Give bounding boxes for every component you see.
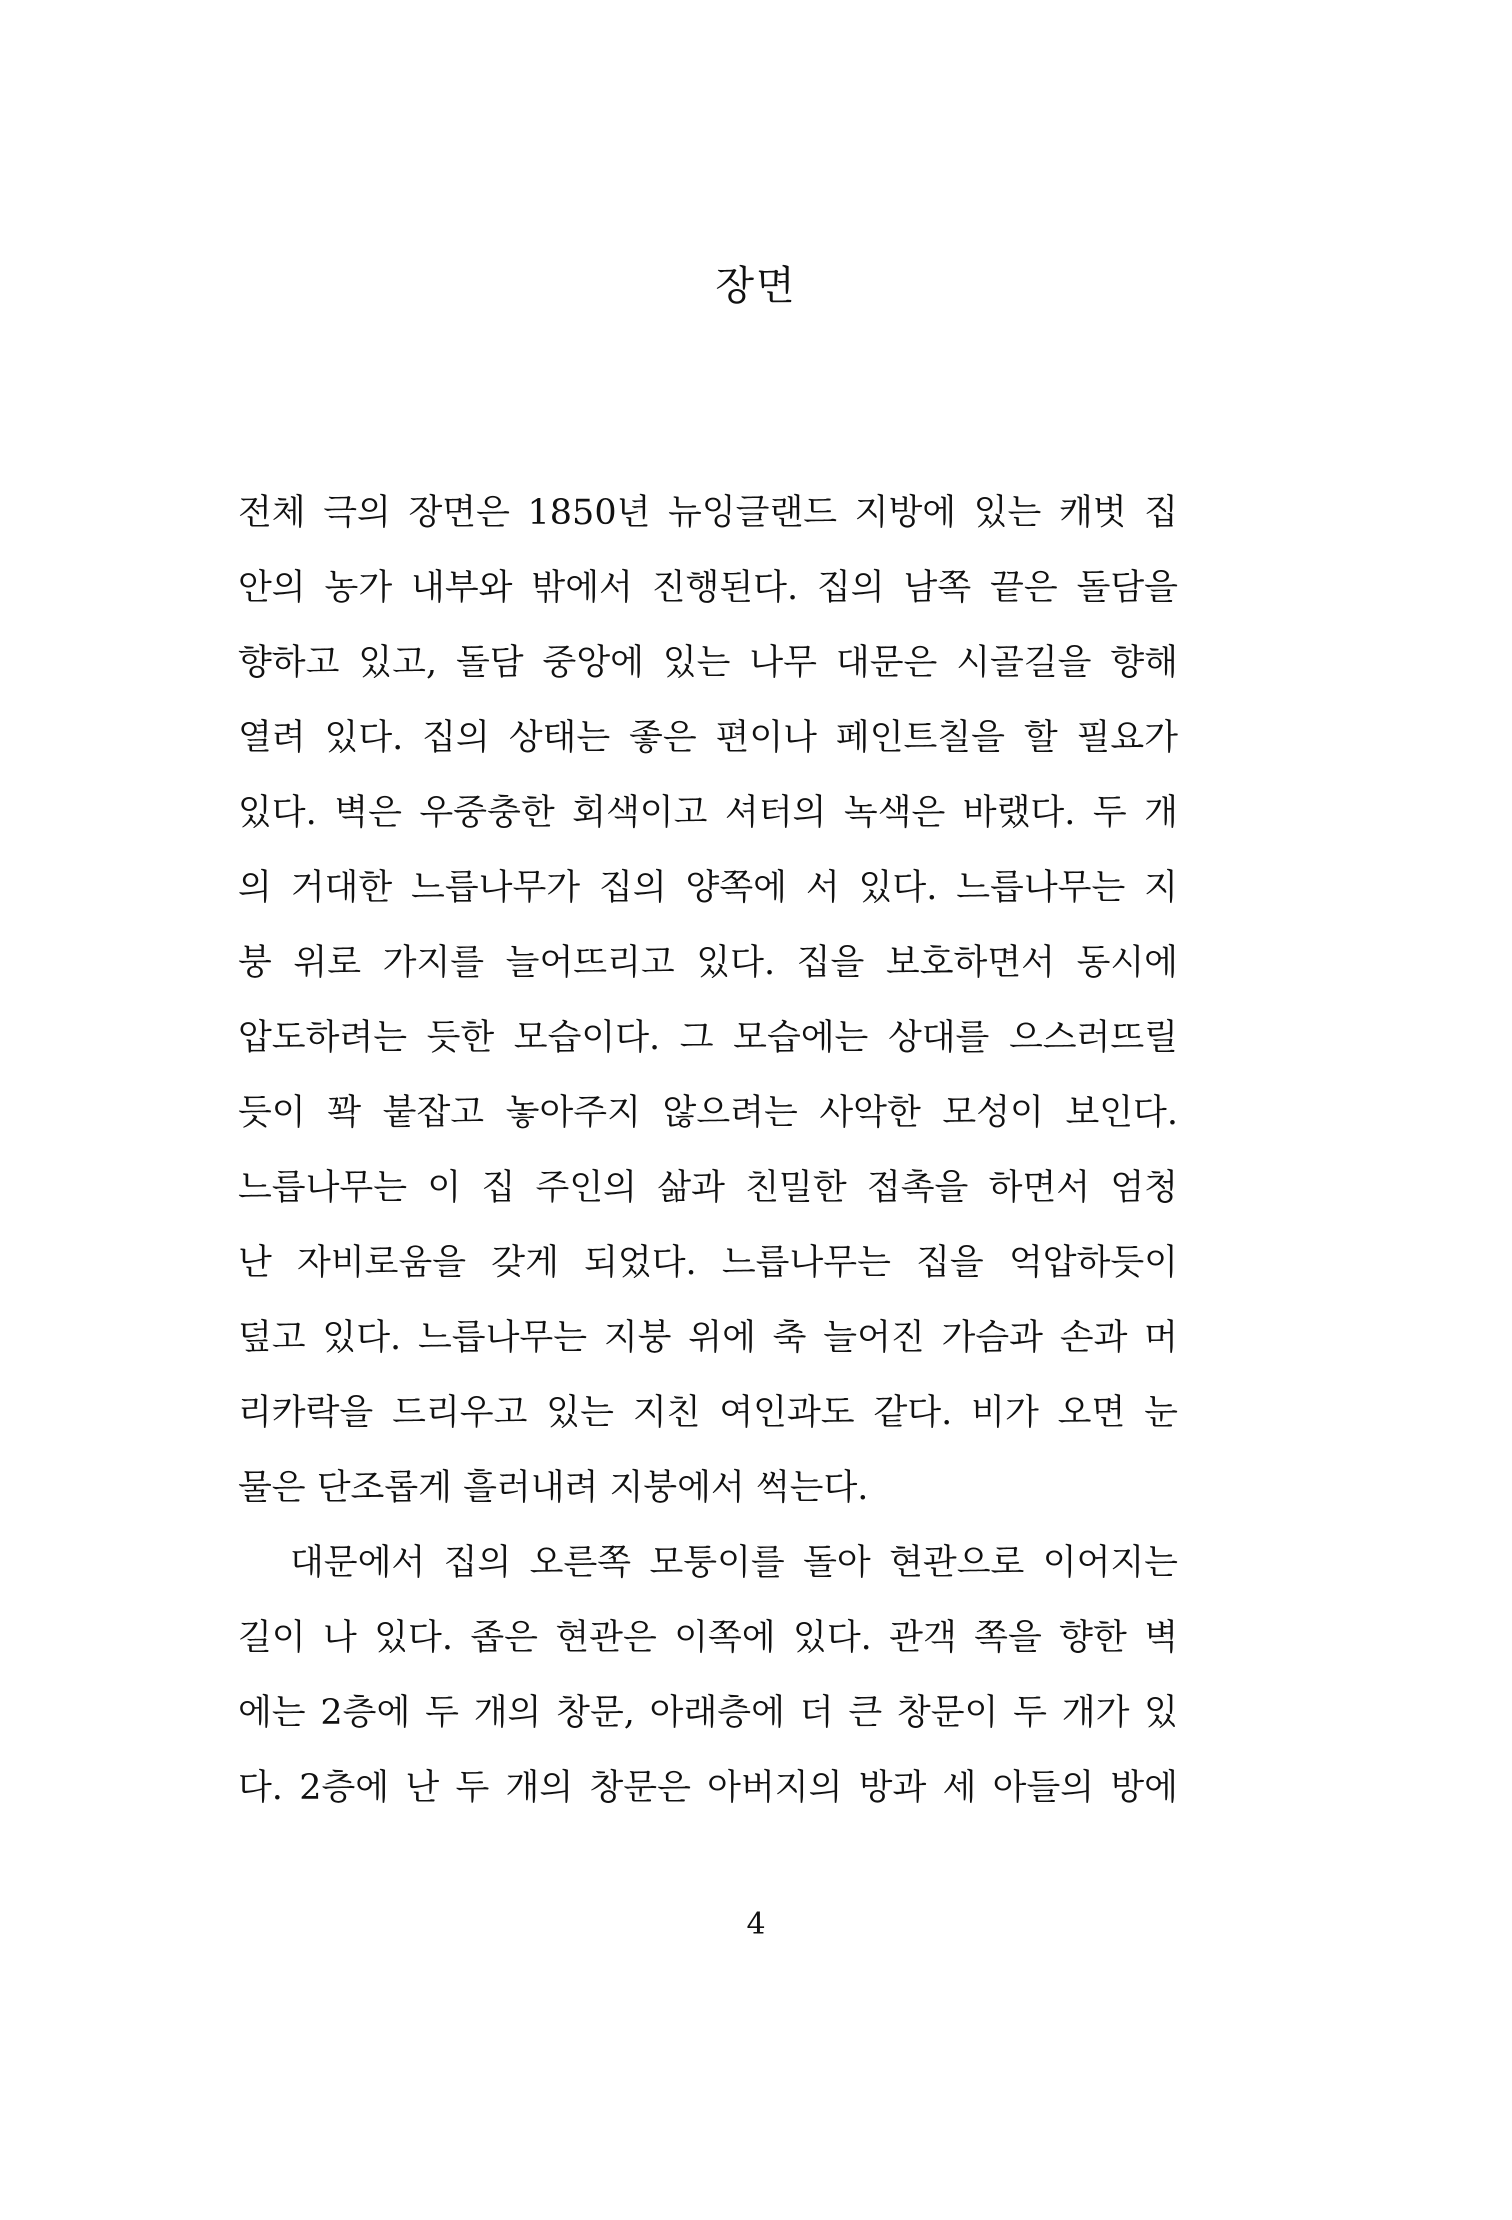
text-line: 안의 농가 내부와 밖에서 진행된다. 집의 남쪽 끝은 돌담을 (238, 568, 1178, 608)
paragraph-2 (238, 1526, 1178, 1826)
text-line: 의 거대한 느릅나무가 집의 양쪽에 서 있다. 느릅나무는 지 (238, 868, 1178, 908)
text-line: 길이 나 있다. 좁은 현관은 이쪽에 있다. 관객 쪽을 향한 벽 (238, 1618, 1178, 1658)
text-line: 압도하려는 듯한 모습이다. 그 모습에는 상대를 으스러뜨릴 (238, 1018, 1178, 1058)
page-title: 장면 (715, 263, 797, 309)
text-line: 에는 2층에 두 개의 창문, 아래층에 더 큰 창문이 두 개가 있 (238, 1693, 1178, 1733)
text-line: 리카락을 드리우고 있는 지친 여인과도 같다. 비가 오면 눈 (238, 1393, 1178, 1433)
paragraph-1 (238, 476, 1178, 1526)
body-text (238, 476, 1178, 1826)
text-line: 있다. 벽은 우중충한 회색이고 셔터의 녹색은 바랬다. 두 개 (238, 793, 1178, 833)
text-line: 붕 위로 가지를 늘어뜨리고 있다. 집을 보호하면서 동시에 (238, 943, 1178, 983)
text-line: 느릅나무는 이 집 주인의 삶과 친밀한 접촉을 하면서 엄청 (238, 1168, 1178, 1208)
text-line: 덮고 있다. 느릅나무는 지붕 위에 축 늘어진 가슴과 손과 머 (238, 1318, 1178, 1358)
text-line: 열려 있다. 집의 상태는 좋은 편이나 페인트칠을 할 필요가 (238, 718, 1178, 758)
text-line: 대문에서 집의 오른쪽 모퉁이를 돌아 현관으로 이어지는 (290, 1543, 1178, 1583)
text-line: 다. 2층에 난 두 개의 창문은 아버지의 방과 세 아들의 방에 (238, 1768, 1178, 1808)
text-line: 향하고 있고, 돌담 중앙에 있는 나무 대문은 시골길을 향해 (238, 643, 1178, 683)
text-line: 듯이 꽉 붙잡고 놓아주지 않으려는 사악한 모성이 보인다. (238, 1093, 1178, 1133)
text-line: 물은 단조롭게 흘러내려 지붕에서 썩는다. (238, 1468, 869, 1508)
page-number: 4 (746, 1907, 766, 1942)
text-line: 난 자비로움을 갖게 되었다. 느릅나무는 집을 억압하듯이 (238, 1243, 1178, 1283)
text-line: 전체 극의 장면은 1850년 뉴잉글랜드 지방에 있는 캐벗 집 (238, 493, 1178, 533)
